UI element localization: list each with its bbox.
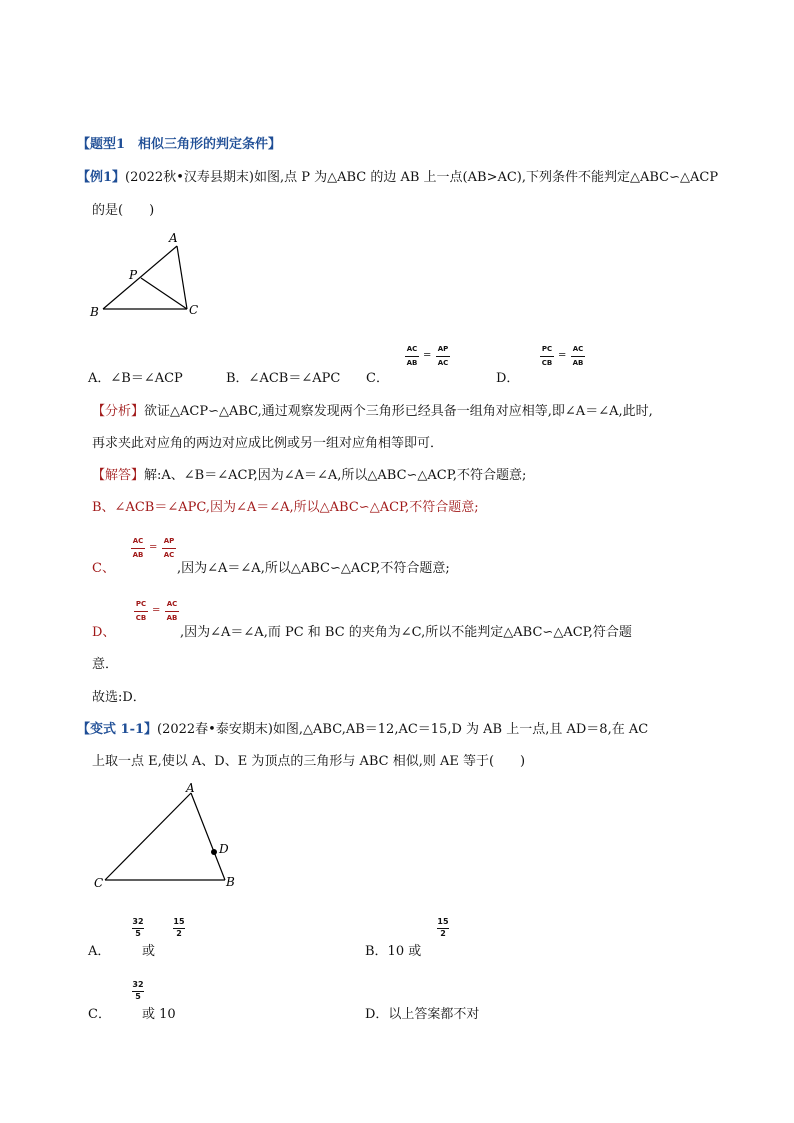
variant1-option-d: D．以上答案都不对 xyxy=(365,1007,480,1022)
analysis-text: 欲证△ACP∽△ABC,通过观察发现两个三角形已经具备一组角对应相等,即∠A＝∠A,此时, xyxy=(144,404,653,419)
variant1-option-c-text: 或 10 xyxy=(142,1007,176,1022)
variant1-option-c-fraction: 32 5 xyxy=(132,980,144,1001)
side-ab xyxy=(191,793,225,880)
variant1-option-c-prefix: C． xyxy=(88,1007,111,1022)
answer-c-right-fraction: AP AC xyxy=(163,537,175,559)
answer-d-line2: 意． xyxy=(92,657,119,672)
example1-text: (2022秋•汉寿县期末)如图,点 P 为△ABC 的边 AB 上一点(AB>AC),下列条件不能判定△ABC∽△ACP xyxy=(125,170,719,185)
example1-tag: 【例1】 xyxy=(77,170,126,185)
answer-choice: 故选:D． xyxy=(92,690,146,705)
answer-d-right-fraction: AC AB xyxy=(166,600,178,622)
vertex-label-p: P xyxy=(129,268,138,282)
example1-question-line2: 的是( ) xyxy=(92,203,155,218)
vertex-label-b: B xyxy=(226,875,235,889)
side-ab xyxy=(103,246,177,309)
example1-option-c-prefix: C． xyxy=(366,371,389,386)
answer-c-prefix: C、 xyxy=(92,561,115,576)
variant1-option-b: B．10 或 xyxy=(365,944,422,959)
section-title: 【题型1 相似三角形的判定条件】 xyxy=(77,137,282,152)
variant1-option-a-or: 或 xyxy=(142,944,156,959)
side-ac xyxy=(105,793,191,880)
side-ac xyxy=(177,246,187,309)
answer-c-text: ,因为∠A＝∠A,所以△ABC∽△ACP,不符合题意; xyxy=(177,561,450,576)
segment-pc xyxy=(141,278,187,309)
vertex-label-d: D xyxy=(219,842,229,856)
example1-option-a: A．∠B＝∠ACP xyxy=(88,371,183,386)
vertex-label-a: A xyxy=(186,781,195,795)
variant1-option-a-fraction2: 15 2 xyxy=(173,917,185,938)
example1-option-b: B．∠ACB＝∠APC xyxy=(226,371,341,386)
variant1-option-a-prefix: A． xyxy=(88,944,111,959)
variant1-question-line2: 上取一点 E,使以 A、D、E 为顶点的三角形与 ABC 相似,则 AE 等于( ) xyxy=(92,754,526,769)
variant1-option-a-fraction1: 32 5 xyxy=(132,917,144,938)
answer-c-left-fraction: AC AB xyxy=(132,537,144,559)
answer-tag: 【解答】 xyxy=(92,468,145,483)
example1-option-d-prefix: D． xyxy=(496,371,520,386)
variant1-question-line1: 【变式 1-1】(2022春•泰安期末)如图,△ABC,AB＝12,AC＝15,D 为 AB 上一点,且 AD＝8,在 AC xyxy=(77,722,649,737)
answer-d-left-fraction: PC CB xyxy=(135,600,147,622)
point-d xyxy=(211,849,217,855)
vertex-label-c: C xyxy=(94,876,104,890)
analysis-line1 xyxy=(92,400,653,419)
example1-question-line1 xyxy=(77,166,718,185)
answer-line-b: B、∠ACB＝∠APC,因为∠A＝∠A,所以△ABC∽△ACP,不符合题意; xyxy=(92,500,479,515)
example1-triangle-figure xyxy=(85,225,215,325)
analysis-line2: 再求夹此对应角的两边对应成比例或另一组对应角相等即可． xyxy=(92,436,444,451)
variant1-tag: 【变式 1-1】 xyxy=(77,722,158,737)
vertex-label-a: A xyxy=(169,231,178,245)
optd-right-fraction: AC AB xyxy=(572,345,584,367)
analysis-tag: 【分析】 xyxy=(92,404,145,419)
variant1-option-b-fraction: 15 2 xyxy=(437,917,449,938)
optd-left-fraction: PC CB xyxy=(541,345,553,367)
optc-left-fraction: AC AB xyxy=(406,345,418,367)
answer-d-prefix: D、 xyxy=(92,625,116,640)
optc-right-fraction: AP AC xyxy=(437,345,449,367)
answer-d-text: ,因为∠A＝∠A,而 PC 和 BC 的夹角为∠C,所以不能判定△ABC∽△ACP,符合题 xyxy=(180,625,632,640)
vertex-label-c: C xyxy=(189,303,199,317)
vertex-label-b: B xyxy=(90,305,99,319)
variant1-triangle-figure xyxy=(90,780,250,892)
answer-line-a: 【解答】解:A、∠B＝∠ACP,因为∠A＝∠A,所以△ABC∽△ACP,不符合题意; xyxy=(92,468,527,483)
